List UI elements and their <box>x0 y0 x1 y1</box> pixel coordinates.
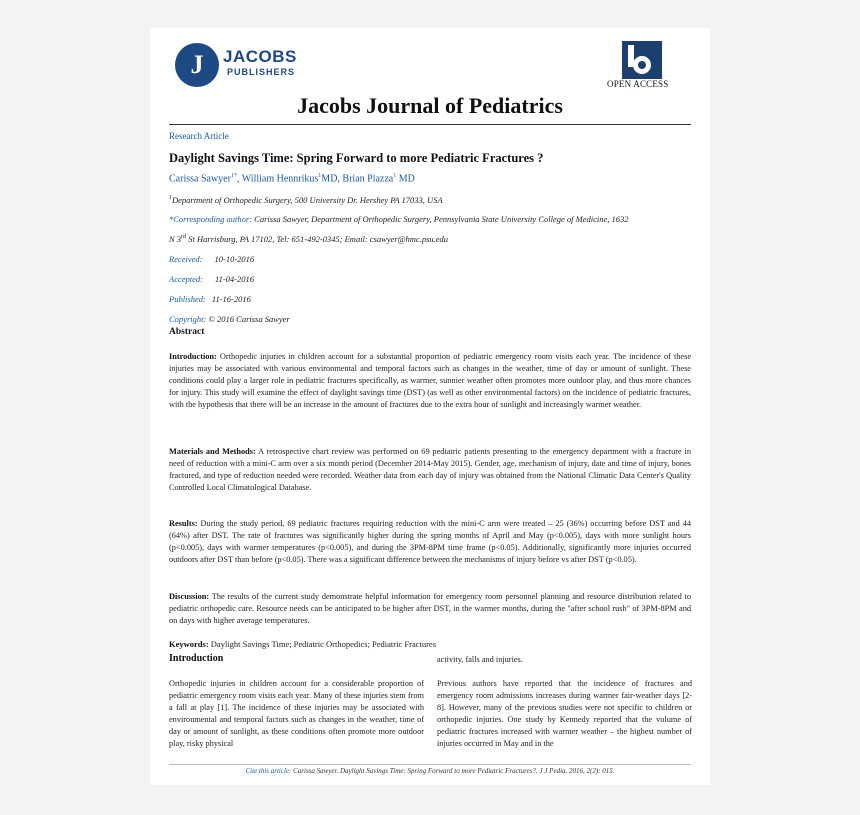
author-affiliation-mark: 1 <box>393 173 397 179</box>
accepted-label: Accepted: <box>169 274 203 284</box>
publisher-subtitle: PUBLISHERS <box>227 67 296 77</box>
published-label: Published: <box>169 294 206 304</box>
abstract-methods <box>169 446 691 494</box>
keywords-text: Daylight Savings Time; Pediatric Orthopedics; Pediatric Fractures <box>208 639 437 649</box>
citation-label: Cite this article: <box>245 767 292 775</box>
introduction-continuation: activity, falls and injuries. <box>437 655 523 664</box>
abstract-introduction <box>169 351 691 411</box>
keywords-label: Keywords: <box>169 639 209 649</box>
corresponding-address <box>169 234 448 244</box>
open-access-label: OPEN ACCESS <box>607 79 669 89</box>
copyright-value: © 2016 Carissa Sawyer <box>206 314 290 324</box>
citation-footer <box>169 767 691 775</box>
affiliation <box>169 195 443 205</box>
corresponding-label: *Corresponding author: <box>169 214 253 224</box>
section-text: During the study period, 69 pediatric fractures requiring reduction with the mini-C arm were treated – 25 (36%) occurring before DST and 44 (64%) after DST. The rate of fractures was significantly higher during the spring months of April and May (p<0.005), days with more sunlight hours (p<0.005), days with warmer temperatures (p<0.005), and during the 3PM-8PM time frame (p<0.05). Additionally, significantly more injuries occurred outdoors after DST than before (p<0.05). There was a significant difference between the mechanisms of injury before vs after DST (p<0.05). <box>169 519 691 564</box>
keywords <box>169 639 436 649</box>
logo-glyph: J <box>190 50 204 79</box>
journal-title: Jacobs Journal of Pediatrics <box>297 93 563 118</box>
introduction-column-left: Orthopedic injuries in children account for a considerable proportion of pediatric emergency room visits each year. Many of these injuries stem from a fall at play [1]. The incidence of these injuries may be associated with environmental and temporal factors such as changes in the weather, time of day or amount of sunlight, as these conditions often promote more outdoor play, risky physical <box>169 679 424 748</box>
section-text: The results of the current study demonstrate helpful information for emergency room personnel planning and resource distribution related to pediatric orthopedic care. Resource needs can be anticipated to be higher after DST, in the warmer months, during the "after school rush" of 3PM-8PM and on days with higher average temperatures. <box>169 592 691 625</box>
abstract-heading: Abstract <box>169 327 205 337</box>
section-label: Introduction: <box>169 352 217 361</box>
received-value: 10-10-2016 <box>214 254 255 264</box>
section-label: Materials and Methods: <box>169 447 256 456</box>
open-access-icon <box>622 41 662 79</box>
copyright-label: Copyright: <box>169 314 207 324</box>
author-list <box>169 173 415 184</box>
author-name: Carissa Sawyer <box>169 173 231 185</box>
published-value: 11-16-2016 <box>211 294 251 304</box>
published-date <box>169 294 251 304</box>
corresponding-text: Carissa Sawyer, Department of Orthopedic Surgery, Pennsylvania State University College of Medicine, 1632 <box>252 214 629 224</box>
introduction-paragraph: Previous authors have reported that the incidence of fractures and emergency room admissions increases during warmer fair-weather days [2-8]. However, many of the previous studies were not specific to children or orthopedic injuries. One study by Kennedy reported that the volume of pediatric fractures increased with warmer weather – the highest number of injuries occurred in May and in the <box>437 679 692 748</box>
author-name: , William Hennrikus <box>236 173 319 185</box>
corresponding-author <box>169 214 629 224</box>
address-part: St Harrisburg, PA 17102, Tel: 651-492-0345; Email: csawyer@hmc.psu.edu <box>186 234 449 244</box>
section-label: Results: <box>169 519 198 528</box>
affiliation-text: Department of Orthopedic Surgery, 500 University Dr. Hershey PA 17033, USA <box>172 195 443 205</box>
introduction-heading: Introduction <box>169 653 224 664</box>
copyright <box>169 314 290 324</box>
author-affiliation-mark: 1* <box>230 173 237 179</box>
footer-divider <box>169 764 691 765</box>
abstract-discussion <box>169 591 691 627</box>
affiliation-mark: 1 <box>169 195 172 202</box>
section-label: Discussion: <box>169 592 210 601</box>
citation-text: Carissa Sawyer. Daylight Savings Time: Spring Forward to more Pediatric Fractures?. J J Pedia. 2016, 2(2): 015. <box>291 767 615 775</box>
address-sup: rd <box>181 234 187 241</box>
introduction-column-right <box>437 654 692 750</box>
accepted-date <box>169 274 254 284</box>
received-label: Received: <box>169 254 203 264</box>
author-name: MD, Brian Piazza <box>321 173 394 185</box>
publisher-name: JACOBS <box>223 47 297 66</box>
accepted-value: 11-04-2016 <box>214 274 255 284</box>
article-type: Research Article <box>169 131 229 141</box>
received-date <box>169 254 254 264</box>
author-affiliation-mark: 1 <box>318 173 322 179</box>
address-part: N 3 <box>169 234 182 244</box>
section-text: Orthopedic injuries in children account for a substantial proportion of pediatric emergency room visits each year. The incidence of these injuries may be associated with various environmental and temporal factors such as changes in the weather, time of day or amount of sunlight. These conditions could play a larger role in pediatric fractures specifically, as warmer, sunnier weather often promotes more outdoor play, and thus more chances for injury. This study will examine the effect of daylight savings time (DST) (as well as other environmental factors) on the incidence of pediatric fractures, with the hypothesis that there will be an increase in the amount of fractures due to the extra hour of sunlight and increasingly warmer weather. <box>169 352 691 409</box>
section-text: A retrospective chart review was performed on 69 pediatric patients presenting to the emergency department with a fracture in need of reduction with a mini-C arm over a six month period (December 2014-May 2015). Gender, age, mechanism of injury, date and time of injury, bones fractured, and type of reduction needed were recorded. Weather data from each day of injury was obtained from the National Climatic Data Center's Quality Controlled Local Climatological Database. <box>169 447 691 492</box>
header-divider <box>169 124 691 125</box>
article-title: Daylight Savings Time: Spring Forward to more Pediatric Fractures ? <box>169 151 544 165</box>
abstract-results <box>169 518 691 566</box>
author-name: MD <box>396 173 415 185</box>
